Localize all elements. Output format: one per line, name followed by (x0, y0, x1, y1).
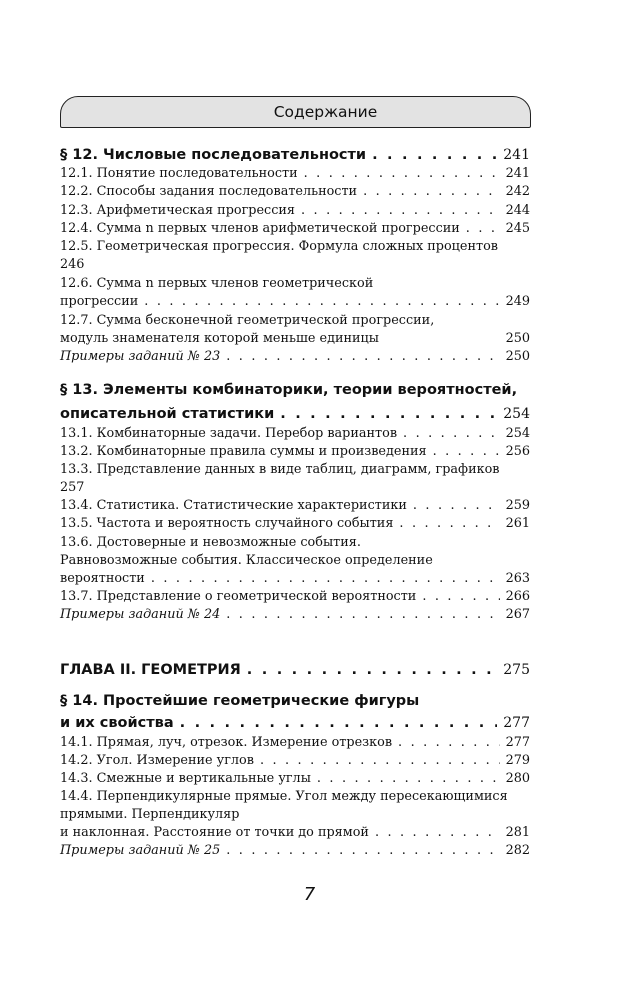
toc-page: 241 (503, 147, 530, 163)
toc-page: 282 (505, 843, 530, 858)
toc-examples-23[interactable] (60, 348, 530, 366)
toc-page: 250 (505, 349, 530, 364)
toc-entry-13-6-line1[interactable]: 13.6. Достоверные и невозможные события. (60, 535, 361, 550)
toc-page: 259 (505, 498, 530, 513)
toc-entry-13-3[interactable] (60, 461, 530, 497)
toc-page: 250 (505, 331, 530, 346)
dot-leader (301, 202, 500, 220)
toc-title: вероятности (60, 571, 145, 586)
toc-entry-12-3[interactable] (60, 202, 530, 220)
toc-section-13-line1[interactable]: § 13. Элементы комбинаторики, теории вероятностей, (60, 382, 518, 398)
dot-leader (398, 734, 500, 752)
toc-section-14-line1[interactable]: § 14. Простейшие геометрические фигуры (60, 693, 420, 709)
toc-page: 244 (505, 203, 530, 218)
toc-title: 12.4. Сумма n первых членов арифметической прогрессии (60, 221, 460, 236)
toc-title: ГЛАВА II. ГЕОМЕТРИЯ (60, 662, 241, 678)
toc-title: 13.1. Комбинаторные задачи. Перебор вариантов (60, 426, 398, 441)
toc-title: Примеры заданий № 25 (60, 843, 221, 858)
toc-title: Примеры заданий № 24 (60, 607, 221, 622)
contents-title: Содержание (273, 103, 378, 121)
toc-entry-14-4-line2[interactable]: прямыми. Перпендикуляр (60, 807, 240, 822)
toc-title: § 12. Числовые последовательности (60, 147, 367, 163)
contents-header (60, 96, 531, 128)
toc-title: и наклонная. Расстояние от точки до прямой (60, 825, 369, 840)
dot-leader (226, 348, 499, 366)
toc-entry-13-6[interactable] (60, 570, 530, 588)
toc-entry-12-6-line1[interactable]: 12.6. Сумма n первых членов геометрической (60, 276, 374, 291)
toc-entry-13-6-line2[interactable]: Равновозможные события. Классическое определение (60, 553, 433, 568)
dot-leader (247, 661, 497, 679)
dot-leader (304, 165, 500, 183)
toc-entry-14-3[interactable] (60, 770, 530, 788)
toc-page: 254 (503, 406, 530, 422)
toc-entry-12-2[interactable] (60, 183, 530, 201)
toc-title: 13.3. Представление данных в виде таблиц, диаграмм, графиков (60, 462, 500, 477)
toc-title: прогрессии (60, 294, 139, 309)
toc-entry-13-2[interactable] (60, 443, 530, 461)
toc-page: 275 (503, 662, 530, 678)
toc-entry-12-4[interactable] (60, 220, 530, 238)
toc-page: 256 (505, 444, 530, 459)
toc-title: и их свойства (60, 715, 174, 731)
toc-entry-12-6[interactable] (60, 293, 530, 311)
toc-entry-12-7-line1[interactable]: 12.7. Сумма бесконечной геометрической прогрессии, (60, 313, 435, 328)
toc-examples-25[interactable] (60, 842, 530, 860)
dot-leader (403, 425, 500, 443)
dot-leader (375, 824, 500, 842)
dot-leader (260, 752, 500, 770)
toc-title: 13.2. Комбинаторные правила суммы и произведения (60, 444, 427, 459)
toc-page: 254 (505, 426, 530, 441)
toc-page: 267 (505, 607, 530, 622)
toc-title: 14.2. Угол. Измерение углов (60, 753, 254, 768)
toc-title: 14.3. Смежные и вертикальные углы (60, 771, 311, 786)
toc-page: 281 (505, 825, 530, 840)
toc-page: 241 (505, 166, 530, 181)
toc-title: 12.2. Способы задания последовательности (60, 184, 358, 199)
toc-title: 12.5. Геометрическая прогрессия. Формула сложных процентов (60, 239, 498, 254)
toc-entry-12-7[interactable] (60, 330, 530, 348)
toc-entry-13-4[interactable] (60, 497, 530, 515)
toc-entry-14-2[interactable] (60, 752, 530, 770)
toc-entry-14-1[interactable] (60, 734, 530, 752)
toc-page: 246 (60, 257, 85, 272)
toc-section-13[interactable] (60, 405, 530, 423)
toc-entry-14-4[interactable] (60, 824, 530, 842)
toc-page: 263 (505, 571, 530, 586)
toc-title: 13.4. Статистика. Статистические характеристики (60, 498, 407, 513)
toc-entry-13-5[interactable] (60, 515, 530, 533)
dot-leader (151, 570, 500, 588)
toc-entry-13-7[interactable] (60, 588, 530, 606)
toc-page: 242 (505, 184, 530, 199)
toc-page: 277 (503, 715, 530, 731)
dot-leader (399, 515, 499, 533)
toc-title: 13.7. Представление о геометрической вероятности (60, 589, 417, 604)
toc-examples-24[interactable] (60, 606, 530, 624)
dot-leader (226, 606, 499, 624)
toc-entry-12-5[interactable] (60, 238, 530, 274)
toc-title: описательной статистики (60, 406, 275, 422)
dot-leader (226, 842, 499, 860)
toc-title: 14.1. Прямая, луч, отрезок. Измерение отрезков (60, 735, 393, 750)
toc-page: 245 (505, 221, 530, 236)
toc-section-14[interactable] (60, 714, 530, 732)
toc-section-12[interactable] (60, 146, 530, 164)
toc-page: 280 (505, 771, 530, 786)
toc-title: 12.3. Арифметическая прогрессия (60, 203, 295, 218)
toc-entry-14-4-line1[interactable]: 14.4. Перпендикулярные прямые. Угол между пересекающимися (60, 789, 508, 804)
toc-title: Примеры заданий № 23 (60, 349, 221, 364)
dot-leader (372, 146, 497, 164)
toc-page: 266 (505, 589, 530, 604)
dot-leader (144, 293, 499, 311)
dot-leader (413, 497, 500, 515)
toc-title: 13.5. Частота и вероятность случайного события (60, 516, 394, 531)
toc-entry-12-1[interactable] (60, 165, 530, 183)
dot-leader (280, 405, 497, 423)
toc-page: 249 (505, 294, 530, 309)
dot-leader (317, 770, 500, 788)
dot-leader (433, 443, 500, 461)
dot-leader (180, 714, 498, 732)
toc-entry-13-1[interactable] (60, 425, 530, 443)
toc-page: 279 (505, 753, 530, 768)
dot-leader (422, 588, 499, 606)
toc-page: 277 (505, 735, 530, 750)
toc-page: 257 (60, 480, 85, 495)
toc-chapter-2[interactable] (60, 661, 530, 679)
dot-leader (466, 220, 500, 238)
toc-page: 261 (505, 516, 530, 531)
dot-leader (363, 183, 499, 201)
toc-title: модуль знаменателя которой меньше единицы (60, 331, 379, 346)
page-number: 7 (303, 884, 316, 905)
toc-title: 12.1. Понятие последовательности (60, 166, 298, 181)
